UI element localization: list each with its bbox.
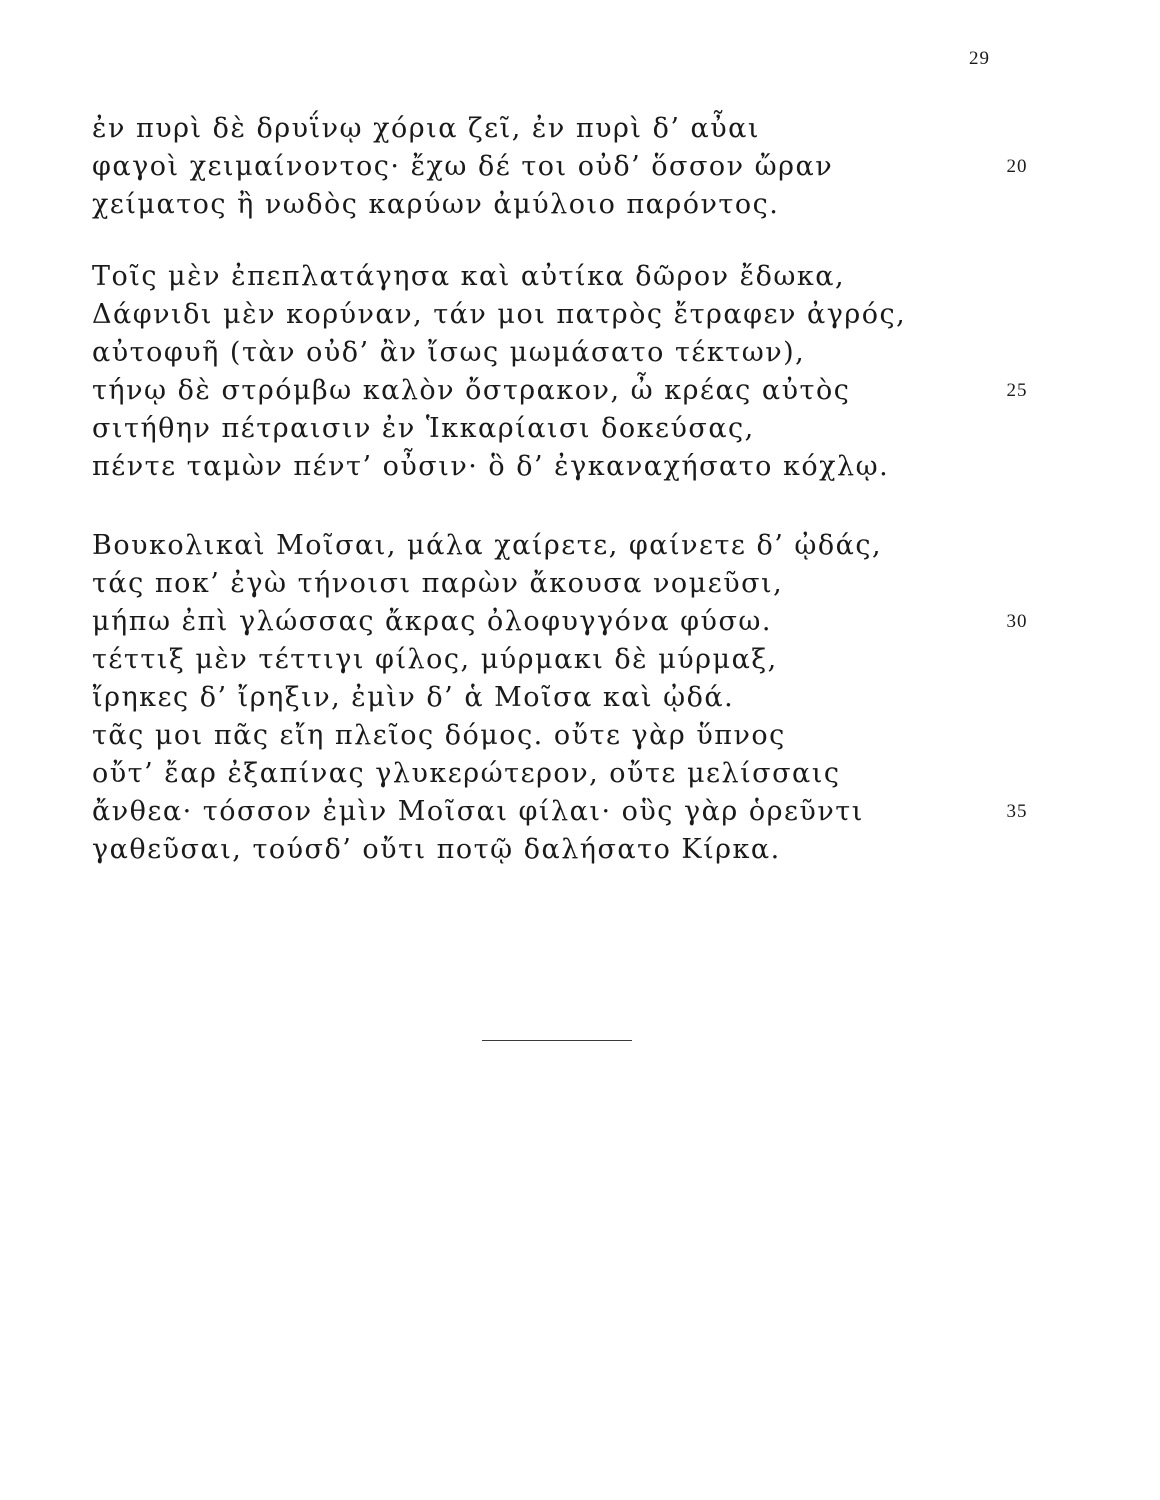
verse-line (92, 755, 1032, 793)
verse-text: ἄνθεα· τόσσον ἐμὶν Μοῖσαι φίλαι· οὓς γὰρ ὁρεῦντι (92, 796, 864, 827)
verse-line (92, 717, 1032, 755)
line-number: 30 (1006, 611, 1028, 632)
verse-text: αὐτοφυῆ (τὰν οὐδ’ ἂν ἴσως μωμάσατο τέκτων), (92, 337, 806, 368)
verse-line (92, 410, 1032, 448)
verse-text: ἐν πυρὶ δὲ δρυΐνῳ χόρια ζεῖ, ἐν πυρὶ δ’ αὖαι (92, 113, 760, 144)
end-rule (482, 1040, 632, 1041)
verse-line (92, 110, 1032, 148)
verse-text: τάς ποκ’ ἐγὼ τήνοισι παρὼν ἄκουσα νομεῦσι, (92, 568, 784, 599)
verse-text: τᾶς μοι πᾶς εἴη πλεῖος δόμος. οὔτε γὰρ ὕπνος (92, 720, 786, 751)
verse-line (92, 565, 1032, 603)
verse-text: μήπω ἐπὶ γλώσσας ἄκρας ὀλοφυγγόνα φύσω. (92, 606, 773, 637)
line-number: 25 (1006, 380, 1028, 401)
verse-line (92, 527, 1032, 565)
stanza (92, 110, 1032, 224)
verse-text: Τοῖς μὲν ἐπεπλατάγησα καὶ αὐτίκα δῶρον ἔδωκα, (92, 261, 846, 292)
verse-text: γαθεῦσαι, τούσδ’ οὔτι ποτῷ δαλήσατο Κίρκα. (92, 834, 781, 865)
page-number: 29 (969, 48, 990, 69)
verse-line (92, 448, 1032, 486)
stanza (92, 527, 1032, 869)
verse-line (92, 603, 1032, 641)
verse-line (92, 372, 1032, 410)
verse-line (92, 793, 1032, 831)
line-number: 35 (1006, 801, 1028, 822)
verse-text: Δάφνιδι μὲν κορύναν, τάν μοι πατρὸς ἔτραφεν ἀγρός, (92, 299, 907, 330)
verse-text: πέντε ταμὼν πέντ’ οὖσιν· ὃ δ’ ἐγκαναχήσατο κόχλῳ. (92, 451, 890, 482)
verse-line (92, 148, 1032, 186)
verse-text: Βουκολικαὶ Μοῖσαι, μάλα χαίρετε, φαίνετε δ’ ᾠδάς, (92, 530, 883, 561)
verse-text: χείματος ἢ νωδὸς καρύων ἀμύλοιο παρόντος. (92, 189, 780, 220)
verse-line (92, 641, 1032, 679)
verse-text: οὔτ’ ἔαρ ἐξαπίνας γλυκερώτερον, οὔτε μελίσσαις (92, 758, 841, 789)
verse-line (92, 296, 1032, 334)
verse-line (92, 831, 1032, 869)
stanza (92, 258, 1032, 486)
line-number: 20 (1006, 156, 1028, 177)
verse-line (92, 334, 1032, 372)
verse-line (92, 186, 1032, 224)
verse-line (92, 679, 1032, 717)
verse-line (92, 258, 1032, 296)
verse-text: τέττιξ μὲν τέττιγι φίλος, μύρμακι δὲ μύρμαξ, (92, 644, 778, 675)
verse-text: σιτήθην πέτραισιν ἐν Ἱκκαρίαισι δοκεύσας, (92, 413, 755, 444)
verse-text: τήνῳ δὲ στρόμβω καλὸν ὄστρακον, ὦ κρέας αὐτὸς (92, 375, 851, 406)
verse-text: φαγοὶ χειμαίνοντος· ἔχω δέ τοι οὐδ’ ὅσσον ὤραν (92, 151, 834, 182)
verse-text: ἴρηκες δ’ ἴρηξιν, ἐμὶν δ’ ἁ Μοῖσα καὶ ᾠδά. (92, 682, 735, 713)
